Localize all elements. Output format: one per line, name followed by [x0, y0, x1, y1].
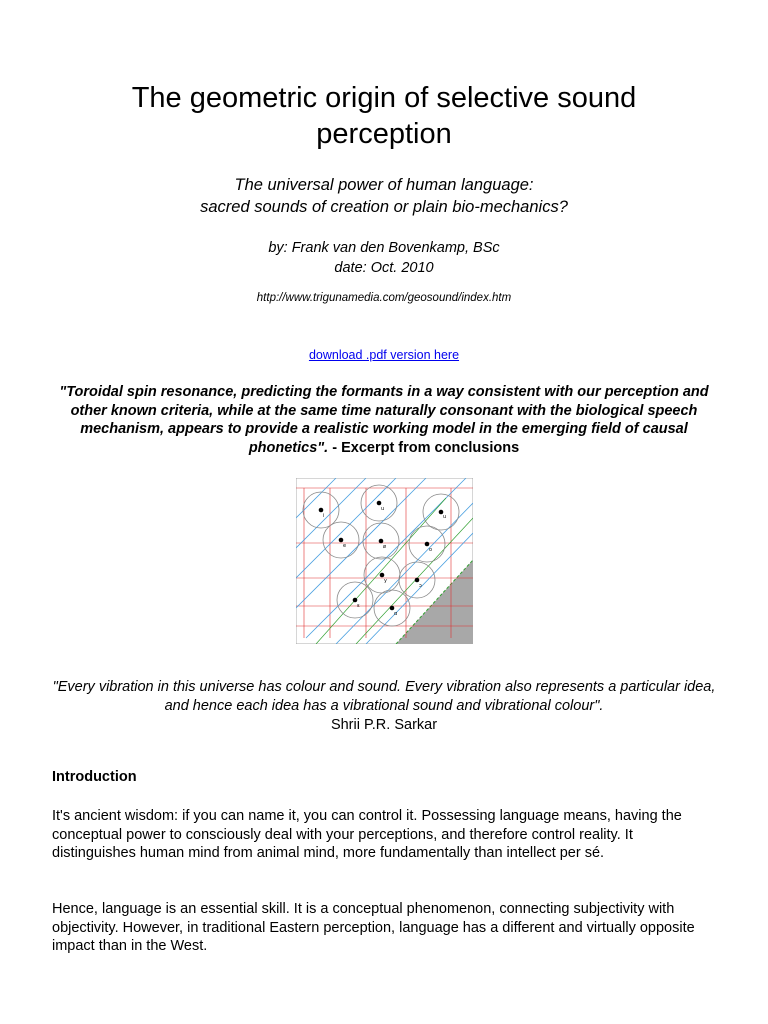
subtitle — [60, 174, 708, 218]
vowel-label: e — [343, 543, 347, 549]
vowel-label: u — [381, 506, 385, 512]
vowel-label: o — [429, 547, 433, 553]
excerpt-source: - Excerpt from conclusions — [328, 439, 520, 456]
sarkar-quote: "Every vibration in this universe has colour and sound. Every vibration also represents a particular idea, and hence each idea has a vibrational sound and vibrational colour". — [52, 679, 716, 714]
vowel-label: u — [443, 514, 447, 520]
vowel-label: ɛ — [357, 603, 360, 609]
formant-diagram — [296, 478, 473, 644]
byline — [60, 238, 708, 278]
subtitle-line: sacred sounds of creation or plain bio-mechanics? — [200, 198, 568, 216]
vowel-label: ɔ — [419, 583, 422, 589]
download-pdf-link[interactable]: download .pdf version here — [308, 348, 460, 362]
download-container — [60, 348, 708, 362]
vowel-label: y — [384, 578, 387, 584]
author: by: Frank van den Bovenkamp, BSc — [268, 240, 500, 256]
subtitle-line: The universal power of human language: — [234, 176, 534, 194]
quote-author: Shrii P.R. Sarkar — [330, 717, 438, 733]
vowel-label: i — [323, 513, 325, 519]
vowel-label: ɑ — [394, 611, 398, 617]
source-url: http://www.trigunamedia.com/geosound/index.htm — [256, 292, 512, 304]
page-title: The geometric origin of selective sound perception — [131, 82, 637, 150]
vowel-label: ø — [383, 544, 387, 550]
section-heading-introduction: Introduction — [52, 769, 137, 785]
excerpt-block — [52, 383, 716, 457]
excerpt-quote: "Toroidal spin resonance, predicting the formants in a way consistent with our perception and other known criteria, while at the same time naturally consonant with the biological speech mechanism, appears to provide a realistic working model in the emerging field of causal phonetics". — [59, 384, 709, 456]
intro-paragraph-1: It's ancient wisdom: if you can name it, you can control it. Possessing language means, having the conceptual power to consciously deal with your perceptions, and therefore control reality. It distinguishes human mind from animal mind, more fundamentally than intellect per sé. — [52, 808, 682, 861]
intro-paragraph-2: Hence, language is an essential skill. It is a conceptual phenomenon, connecting subjectivity with objectivity. However, in traditional Eastern perception, language has a different and virtually opposite impact than in the West. — [52, 901, 695, 954]
date: date: Oct. 2010 — [334, 260, 434, 276]
